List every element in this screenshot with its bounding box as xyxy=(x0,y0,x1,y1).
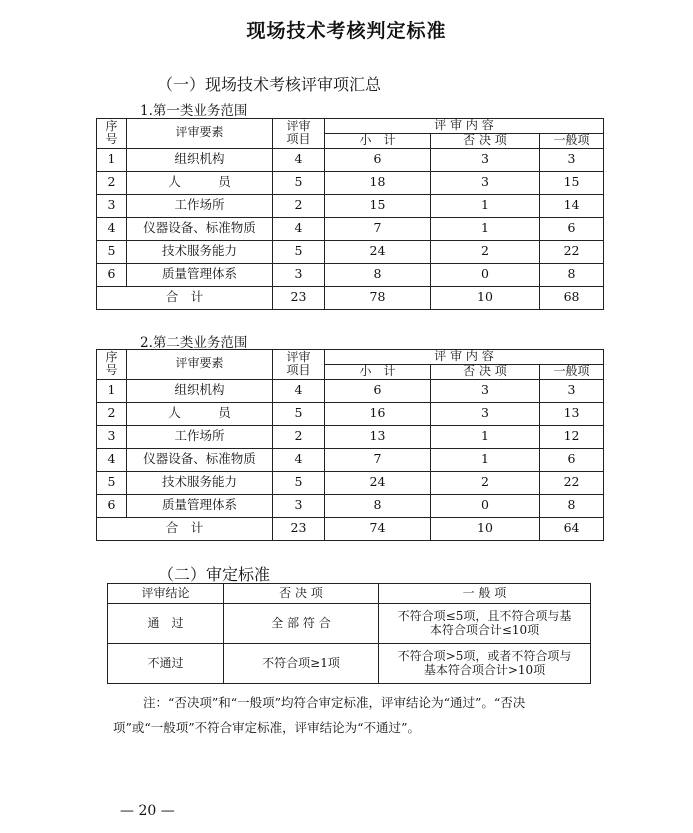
table1-caption: 1.第一类业务范围 xyxy=(140,103,248,119)
header-general: 一般项 xyxy=(540,133,604,148)
table-row: 2 人 员 5 16 3 13 xyxy=(97,402,604,425)
header-subtotal: 小 计 xyxy=(325,364,431,379)
table-row: 3 工作场所 2 13 1 12 xyxy=(97,425,604,448)
header-count: 评审 项目 xyxy=(273,119,325,149)
header-content: 评 审 内 容 xyxy=(325,350,604,365)
table-row: 5 技术服务能力 5 24 2 22 xyxy=(97,240,604,263)
table-row: 6 质量管理体系 3 8 0 8 xyxy=(97,494,604,517)
header-subtotal: 小 计 xyxy=(325,133,431,148)
header-item: 评审要素 xyxy=(127,350,273,380)
header-general: 一般项 xyxy=(540,364,604,379)
total-row: 合 计 23 74 10 64 xyxy=(97,517,604,540)
header-veto: 否 决 项 xyxy=(224,584,379,604)
header-veto: 否 决 项 xyxy=(431,133,540,148)
table-row: 6 质量管理体系 3 8 0 8 xyxy=(97,263,604,286)
header-general: 一 般 项 xyxy=(379,584,591,604)
table-row: 4 仪器设备、标准物质 4 7 1 6 xyxy=(97,448,604,471)
table-row: 1 组织机构 4 6 3 3 xyxy=(97,148,604,171)
header-item: 评审要素 xyxy=(127,119,273,149)
header-count: 评审 项目 xyxy=(273,350,325,380)
note-line-1: 注：“否决项”和“一般项”均符合审定标准，评审结论为“通过”。“否决 xyxy=(143,695,526,710)
table2-caption: 2.第二类业务范围 xyxy=(140,335,248,351)
table-row: 不通过 不符合项≥1项 不符合项>5项，或者不符合项与 基本符合项合计>10项 xyxy=(108,644,591,684)
header-no: 序 号 xyxy=(97,119,127,149)
note-line-2: 项”或“一般项”不符合审定标准，评审结论为“不通过”。 xyxy=(113,720,420,735)
table1 xyxy=(96,118,604,310)
section2-heading: （二）审定标准 xyxy=(158,565,271,584)
header-conclusion: 评审结论 xyxy=(108,584,224,604)
table-row: 通 过 全 部 符 合 不符合项≤5项，且不符合项与基 本符合项合计≤10项 xyxy=(108,604,591,644)
table-row: 1 组织机构 4 6 3 3 xyxy=(97,379,604,402)
header-no: 序 号 xyxy=(97,350,127,380)
table-row: 4 仪器设备、标准物质 4 7 1 6 xyxy=(97,217,604,240)
table-row: 5 技术服务能力 5 24 2 22 xyxy=(97,471,604,494)
table2 xyxy=(96,349,604,541)
note xyxy=(113,690,593,740)
section1-heading: （一）现场技术考核评审项汇总 xyxy=(157,75,382,94)
table-row: 2 人 员 5 18 3 15 xyxy=(97,171,604,194)
criteria-table xyxy=(107,583,591,684)
header-veto: 否 决 项 xyxy=(431,364,540,379)
total-row: 合 计 23 78 10 68 xyxy=(97,286,604,309)
page-number: — 20 — xyxy=(120,803,175,819)
page-title: 现场技术考核判定标准 xyxy=(246,20,447,42)
table-row: 3 工作场所 2 15 1 14 xyxy=(97,194,604,217)
header-content: 评 审 内 容 xyxy=(325,119,604,134)
